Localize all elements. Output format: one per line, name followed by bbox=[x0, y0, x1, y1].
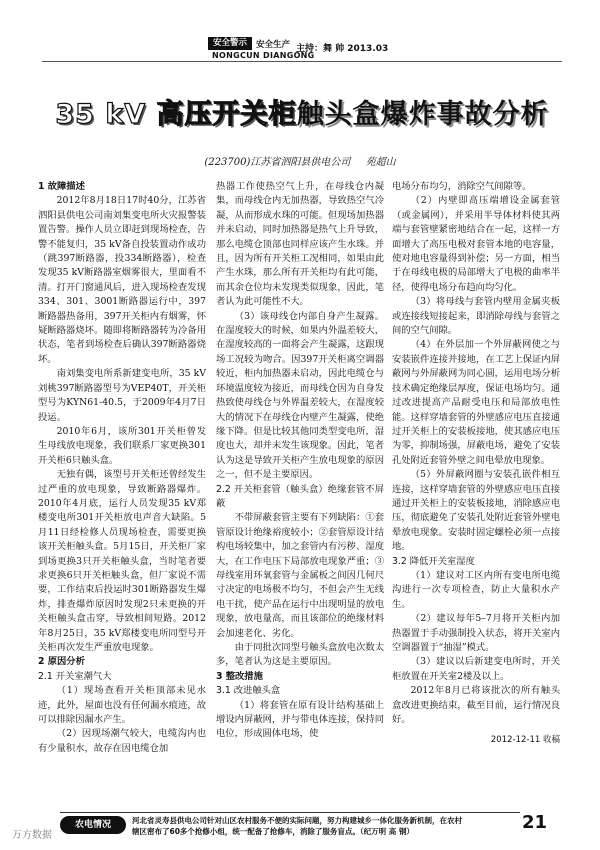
footer-text bbox=[132, 815, 512, 837]
journal-name: NONGCUN DIANGONG bbox=[212, 51, 315, 60]
paragraph: 热器工作使热空气上升，在母线仓内凝集，而母线仓内无加热器，导致热空气冷凝，从而形成水珠的可能。但现场加热器并未启动，同时加热器是热气上升导致，那么电缆仓顶部也同样应该产生水珠。并且，因为所有开关柜工况相同，如果由此产生水珠，那么所有开关柜均有此可能，而其余仓位均未发现类似现象，因此，笔者认为此可能性不大。 bbox=[216, 181, 384, 308]
paragraph: 南刘集变电所系新建变电所，35 kV刘桃397断路器型号为VEP40T，开关柜型号为KYN61-40.5，于2009年4月7日投运。 bbox=[38, 368, 206, 423]
paragraph: 2012年8月18日17时40分，江苏省泗阳县供电公司南刘集变电所火灾报警装置告警。操作人员立即赶到现场检查，告警不能复归，35 kV备自投装置动作成功（跳397断路器，投334断路器），检查发现35 kV断路器室烟雾很大，里面看不清。打开门窗通风后，进入现场检查发现334、301、3001断路器运行中，397断路器热备用，397开关柜内有烟雾，怀疑断路器烧坏。随即将断路器转为冷备用状态，笔者到场检查后确认397断路器烧坏。 bbox=[38, 195, 206, 365]
subsection-heading: 3.1 改进触头盒 bbox=[216, 685, 281, 697]
paragraph: （1）现场查看开关柜顶部未见水迹，此外，屋面也没有任何漏水痕迹，故可以排除因漏水产生。 bbox=[38, 685, 206, 726]
footer-news bbox=[60, 812, 520, 838]
issue-editor: 主持：舞 帅 2013.03 bbox=[296, 44, 389, 54]
paragraph: 由于同批次同型号触头盒放电次数太多，笔者认为这是主要原因。 bbox=[216, 642, 384, 668]
paragraph: （2）建议每年5–7月将开关柜内加热器置于手动强制投入状态，将开关室内空调器置于“抽湿”模式。 bbox=[392, 613, 560, 653]
paragraph: （2）内壁即高压端增设金属套管（或金属网），并采用半导体材料使其两端与套管壁紧密地结合在一起，这样一方面增大了高压电极对套管本地的电容量，使对地电容量得到补偿；另一方面，相当于在母线电极的局部增大了电极的曲率半径，使得电场分布趋向均匀化。 bbox=[392, 195, 560, 293]
subsection-heading: 2.2 开关柜套管（触头盒）绝缘套管不屏蔽 bbox=[216, 483, 384, 509]
received-date: 2012-12-11 收稿 bbox=[490, 735, 560, 746]
paragraph: 电场分布均匀，消除空气间隙等。 bbox=[392, 181, 532, 192]
paragraph: 无独有偶，该型号开关柜还曾经发生过严重的放电现象，导致断路器爆炸。2010年4月底，运行人员发现35 kV郑楼变电所301开关柜放电声音大缺陷。5月11日经检修人员现场检查，需要更换该开关柜触头盒。5月15日，开关柜厂家到场更换3只开关柜触头盒，当时笔者要求更换6只开关柜触头盒，但厂家说不需要，工作结束后投运时301断路器发生爆炸，排查爆炸原因时发现2只未更换的开关柜触头盒击穿，导致相间短路。2012年8月25日，35 kV郑楼变电所同型号开关柜再次发生严重放电现象。 bbox=[38, 469, 206, 653]
section-heading: 1 故障描述 bbox=[38, 181, 85, 192]
column-3 bbox=[392, 180, 560, 748]
paragraph: （3）将母线与套管内壁用金属夹板或连接线短接起来，即消除母线与套管之间的空气间隙。 bbox=[392, 296, 560, 337]
paragraph: 不带屏蔽套管主要有下列缺陷：①套管原设计绝缘裕度较小；②套管原设计结构电场较集中，加之套管内有污秽、湿度大，在工作电压下局部放电现象严重；③母线室用环氧套管与金属板之间因几何尺寸决定的电场极不均匀，不但会产生无线电干扰，使产品在运行中出现明显的放电现象，放电量高，而且该部位的绝缘材料会加速老化、劣化。 bbox=[216, 512, 384, 639]
paragraph: （4）在外层加一个外屏蔽网使之与安装嵌件连接并接地，在工艺上保证内屏蔽网与外屏蔽网为同心圆，运用电场分析技术确定绝缘层厚度，保证电场均匀。通过改进提高产品耐受电压和局部放电性能。这样穿墙套管的外壁感应电压直接通过开关柜上的安装板接地，使其感应电压为零，抑制场强，屏蔽电场，避免了安装孔处附近套管外壁之间电晕放电现象。 bbox=[392, 339, 560, 466]
footer-logo: 农电情况 bbox=[60, 816, 126, 834]
header-divider bbox=[42, 61, 562, 62]
title-part1: 35 kV 高压开关柜 bbox=[55, 99, 297, 130]
footer-text-line2: 辖区密布了60多个抢修小组，统一配备了抢修车，消除了服务盲点。（纪万明 高 钢） bbox=[132, 827, 414, 836]
subsection-heading: 3.2 降低开关室湿度 bbox=[392, 555, 475, 567]
section-tag-light: 安全生产 bbox=[256, 39, 291, 50]
footer-text-line1: 河北省灵寿县供电公司针对山区农村服务不便的实际问题，努力构建城乡一体化服务新机制，在农村 bbox=[132, 816, 462, 825]
title-part2: 触头盒爆炸事故分析 bbox=[296, 99, 549, 130]
paragraph: （3）该母线仓内部自身产生凝露。在湿度较大的时候，如果内外温差较大，在湿度较高的一面将会产生凝露，这跟现场工况较为吻合。因397开关柜离空调器较近，柜内加热器未启动，因此电缆仓与环境温度较为接近，而母线仓因为自身发热致使母线仓与外界温差较大，在湿度较大的情况下在母线仓内壁产生凝露，使绝缘下降。但是比较其他同类型变电所，湿度也大，却并未发生该现象。因此，笔者认为这是导致开关柜产生放电现象的原因之一，但不是主要原因。 bbox=[216, 310, 384, 481]
article-title bbox=[52, 92, 552, 131]
author-affiliation: (223700)江苏省泗阳县供电公司 bbox=[204, 157, 351, 168]
section-tag bbox=[208, 37, 294, 50]
paragraph: （5）外屏蔽网圈与安装孔嵌件相互连接，这样穿墙套管的外壁感应电压直接通过开关柜上的安装板接地，消除感应电压，彻底避免了安装孔处附近套管外壁电晕放电现象。安装时固定螺栓必须一点接地。 bbox=[392, 469, 560, 553]
paragraph: （1）建议对工区内所有变电所电缆沟进行一次专项检查，防止大量积水产生。 bbox=[392, 569, 560, 610]
column-2 bbox=[216, 180, 384, 742]
page-number: 21 bbox=[522, 812, 548, 833]
section-tag-dark: 安全警示 bbox=[208, 37, 252, 50]
paragraph: （1）将套管在原有设计结构基础上增设内屏蔽网，并与带电体连接，保持同电位，形成圆体电场，使 bbox=[216, 699, 384, 740]
section-heading: 3 整改措施 bbox=[216, 670, 263, 682]
author-line bbox=[0, 153, 600, 168]
paragraph: 2012年8月已将该批次的所有触头盒改进更换结束，截至目前，运行情况良好。 bbox=[392, 685, 560, 726]
subsection-heading: 2.1 开关室潮气大 bbox=[38, 670, 112, 682]
paragraph: （3）建议以后新建变电所时，开关柜放置在开关室2楼及以上。 bbox=[392, 656, 560, 682]
watermark: 万方数据 bbox=[12, 830, 52, 841]
column-1 bbox=[38, 180, 206, 756]
paragraph: （2）因现场潮气较大，电缆沟内也有少量积水，故存在因电缆仓加 bbox=[38, 728, 206, 754]
section-heading: 2 原因分析 bbox=[38, 656, 85, 668]
paragraph: 2010年6月，该所301开关柜曾发生母线放电现象，我们联系厂家更换301开关柜6只触头盒。 bbox=[38, 425, 206, 466]
author-name: 苑超山 bbox=[365, 157, 396, 168]
